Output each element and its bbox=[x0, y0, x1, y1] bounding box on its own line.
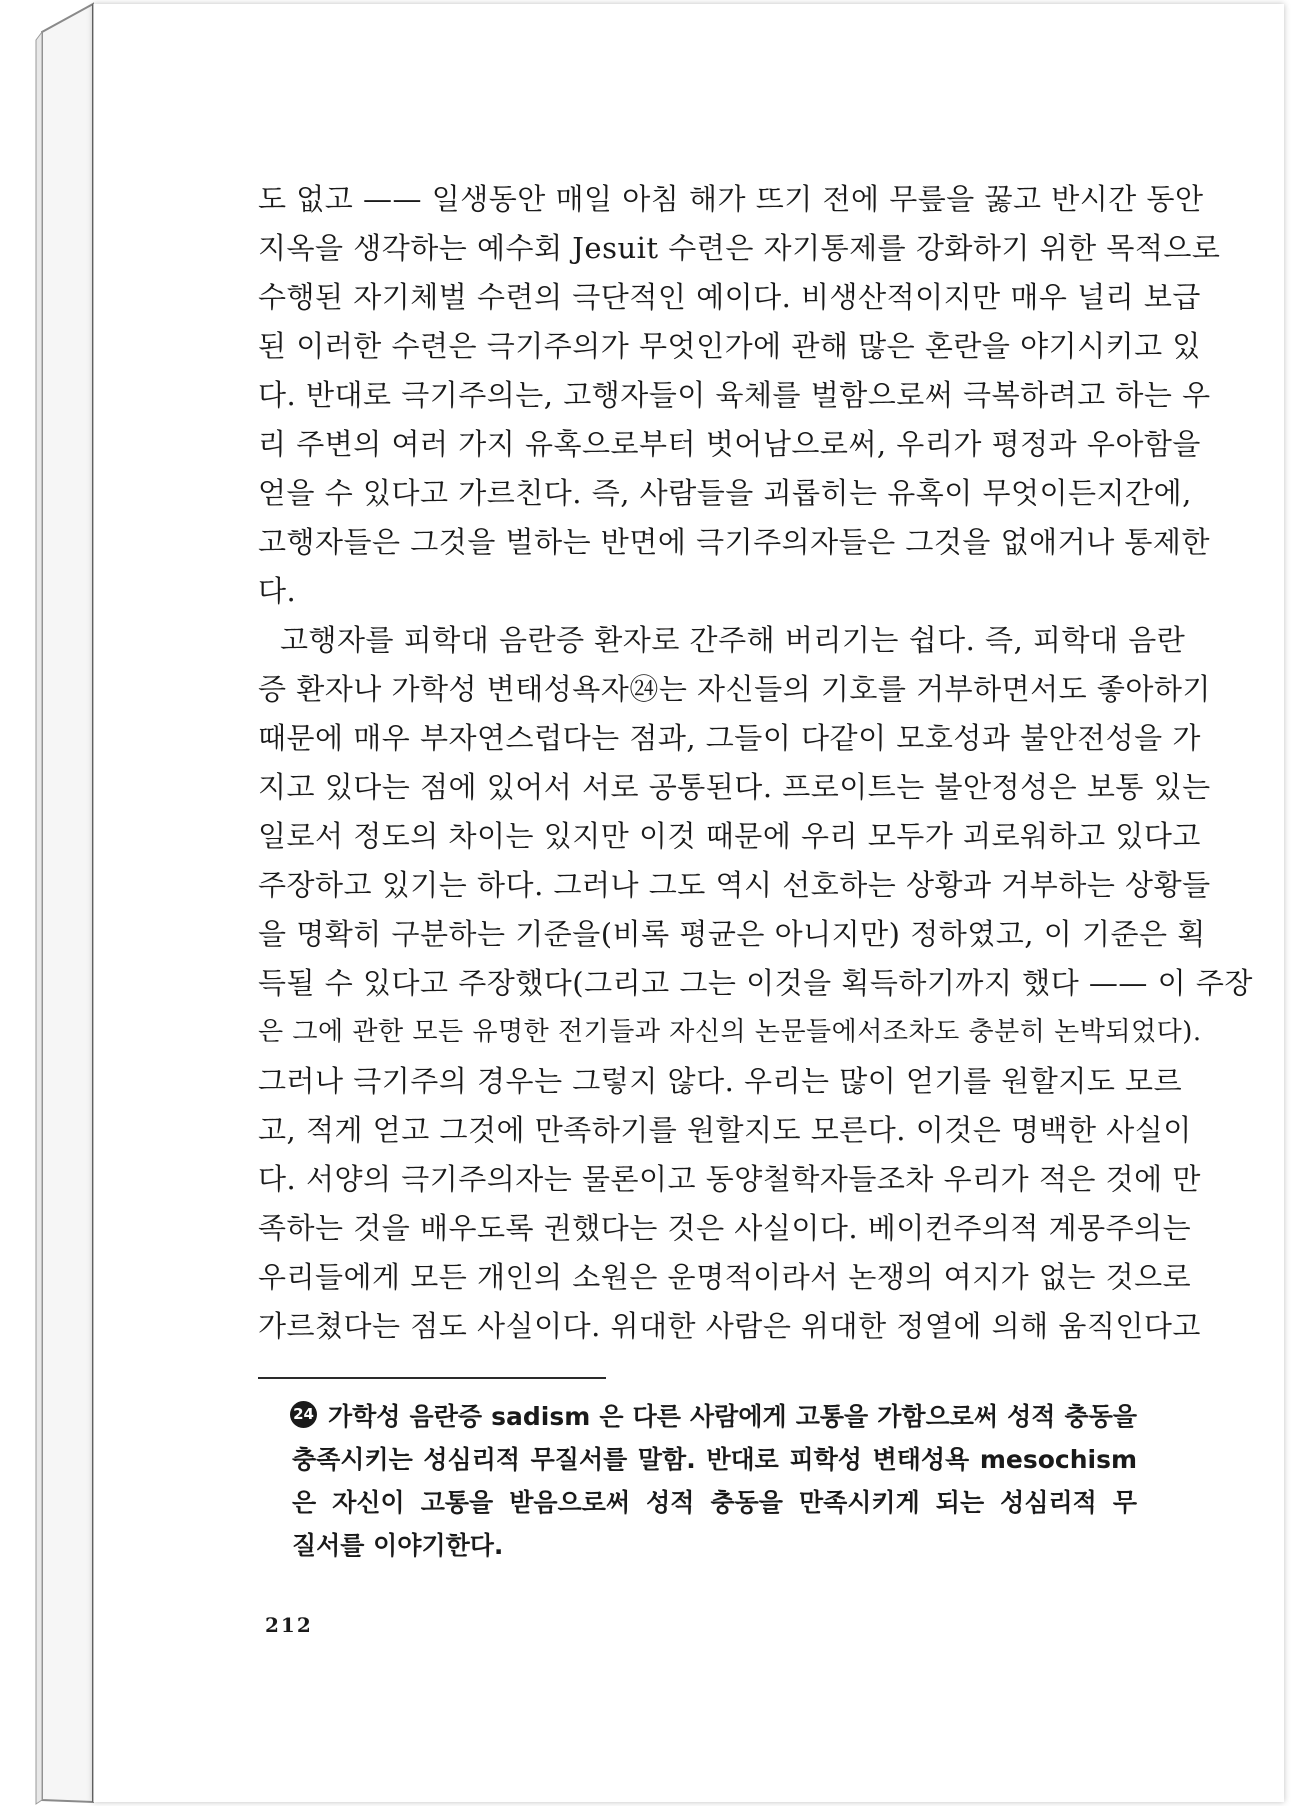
text-line: 도 없고 —— 일생동안 매일 아침 해가 뜨기 전에 무릎을 꿇고 반시간 동안 bbox=[258, 182, 1204, 216]
text-line: 때문에 매우 부자연스럽다는 점과, 그들이 다같이 모호성과 불안전성을 가 bbox=[258, 721, 1201, 755]
text-line: 가르쳤다는 점도 사실이다. 위대한 사람은 위대한 정열에 의해 움직인다고 bbox=[258, 1309, 1201, 1343]
page-number: 212 bbox=[265, 1613, 313, 1637]
text-line: 고, 적게 얻고 그것에 만족하기를 원할지도 모른다. 이것은 명백한 사실이 bbox=[258, 1113, 1192, 1147]
text-line: 득될 수 있다고 주장했다(그리고 그는 이것을 획득하기까지 했다 —— 이 주장 bbox=[258, 966, 1253, 1000]
text-line: 다. 서양의 극기주의자는 물론이고 동양철학자들조차 우리가 적은 것에 만 bbox=[258, 1162, 1201, 1196]
text-line: 주장하고 있기는 하다. 그러나 그도 역시 선호하는 상황과 거부하는 상황들 bbox=[258, 868, 1211, 902]
text-line: 족하는 것을 배우도록 권했다는 것은 사실이다. 베이컨주의적 계몽주의는 bbox=[258, 1211, 1192, 1245]
text-line: 일로서 정도의 차이는 있지만 이것 때문에 우리 모두가 괴로워하고 있다고 bbox=[258, 819, 1201, 853]
text-line: 다. 반대로 극기주의는, 고행자들이 육체를 벌함으로써 극복하려고 하는 우 bbox=[258, 378, 1211, 412]
text-line: 지옥을 생각하는 예수회 Jesuit 수련은 자기통제를 강화하기 위한 목적으로 bbox=[258, 231, 1221, 265]
footnote bbox=[292, 1395, 1137, 1567]
text-line: 된 이러한 수련은 극기주의가 무엇인가에 관해 많은 혼란을 야기시키고 있 bbox=[258, 329, 1201, 363]
text-line: 다. bbox=[258, 574, 297, 608]
footnote-divider bbox=[258, 1377, 606, 1379]
footnote-line: 은 자신이 고통을 받음으로써 성적 충동을 만족시키게 되는 성심리적 무 bbox=[292, 1488, 1137, 1517]
body-text bbox=[258, 175, 1253, 1351]
text-line: 을 명확히 구분하는 기준을(비록 평균은 아니지만) 정하였고, 이 기준은 획 bbox=[258, 917, 1206, 951]
text-line: 고행자들은 그것을 벌하는 반면에 극기주의자들은 그것을 없애거나 통제한 bbox=[258, 525, 1210, 559]
text-line: 은 그에 관한 모든 유명한 전기들과 자신의 논문들에서조차도 충분히 논박되었다). bbox=[258, 1017, 1202, 1047]
footnote-marker: 24 bbox=[290, 1401, 317, 1428]
text-line: 수행된 자기체벌 수련의 극단적인 예이다. 비생산적이지만 매우 널리 보급 bbox=[258, 280, 1201, 314]
text-line: 그러나 극기주의 경우는 그렇지 않다. 우리는 많이 얻기를 원할지도 모르 bbox=[258, 1064, 1183, 1098]
text-line: 증 환자나 가학성 변태성욕자㉔는 자신들의 기호를 거부하면서도 좋아하기 bbox=[258, 672, 1211, 706]
footnote-line: 충족시키는 성심리적 무질서를 말함. 반대로 피학성 변태성욕 mesochism bbox=[292, 1445, 1137, 1474]
text-line: 지고 있다는 점에 있어서 서로 공통된다. 프로이트는 불안정성은 보통 있는 bbox=[258, 770, 1211, 804]
text-line: 리 주변의 여러 가지 유혹으로부터 벗어남으로써, 우리가 평정과 우아함을 bbox=[258, 427, 1201, 461]
text-line: 얻을 수 있다고 가르친다. 즉, 사람들을 괴롭히는 유혹이 무엇이든지간에, bbox=[258, 476, 1192, 510]
footnote-line: 가학성 음란증 sadism 은 다른 사람에게 고통을 가함으로써 성적 충동을 bbox=[328, 1402, 1137, 1431]
text-line: 우리들에게 모든 개인의 소원은 운명적이라서 논쟁의 여지가 없는 것으로 bbox=[258, 1260, 1192, 1294]
footnote-line: 질서를 이야기한다. bbox=[292, 1531, 504, 1560]
text-line: 고행자를 피학대 음란증 환자로 간주해 버리기는 쉽다. 즉, 피학대 음란 bbox=[280, 623, 1186, 657]
